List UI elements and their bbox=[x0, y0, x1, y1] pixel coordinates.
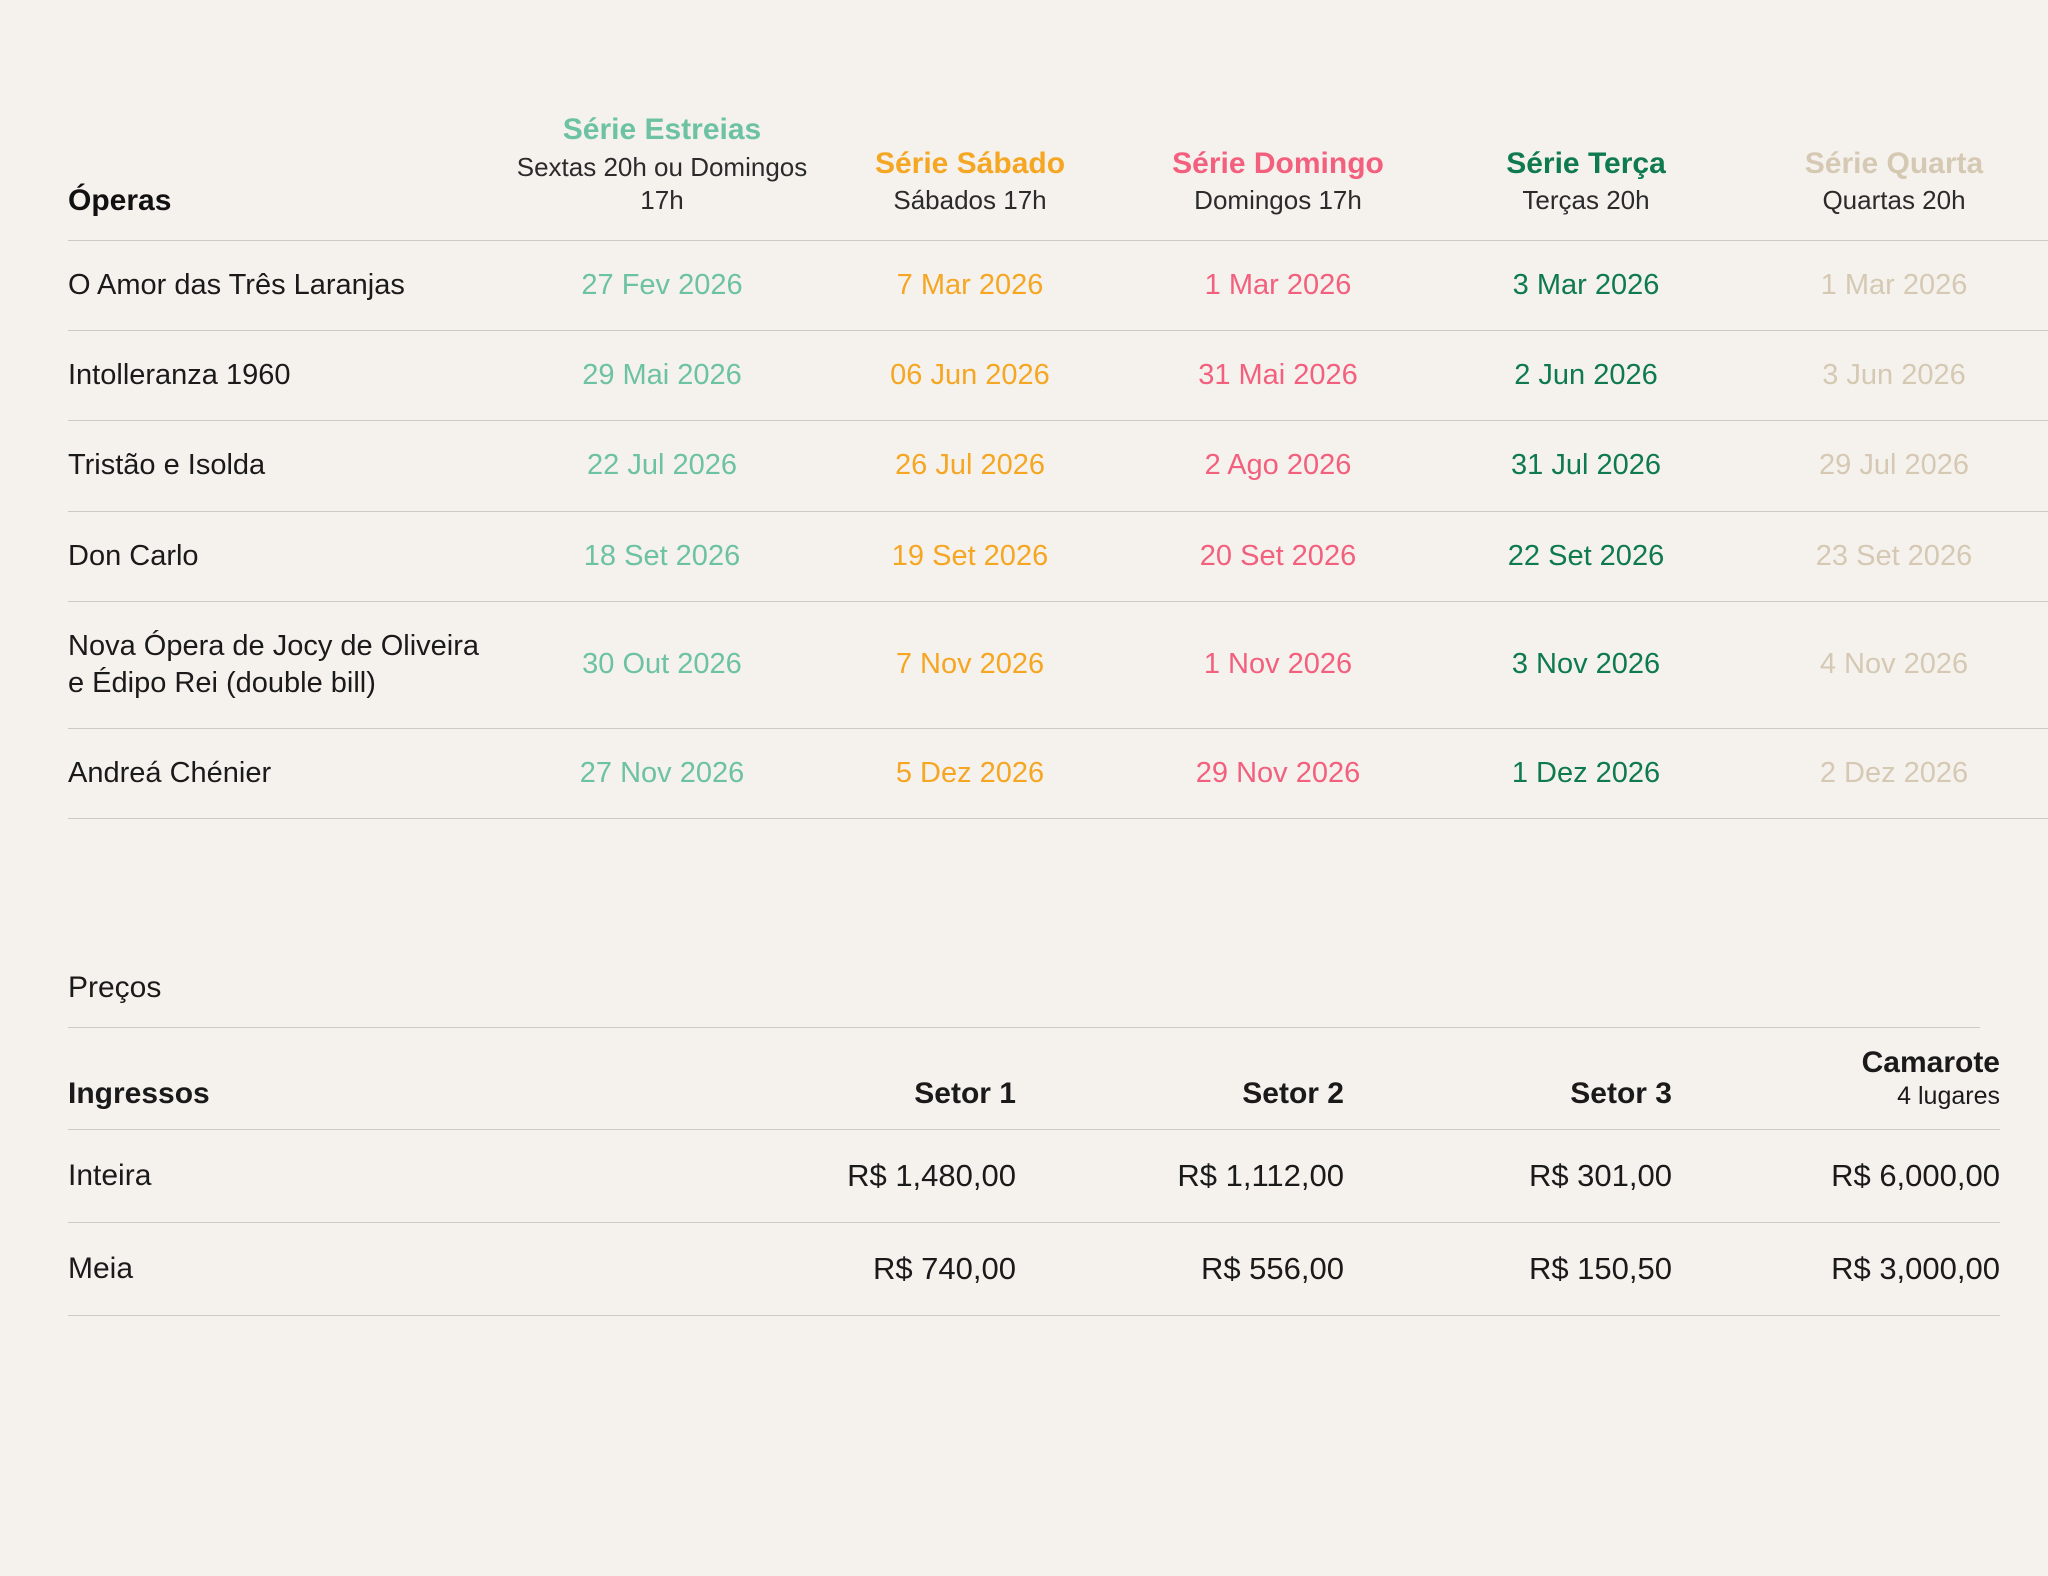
opera-title: Don Carlo bbox=[68, 539, 199, 572]
series-subtitle-estreias: Sextas 20h ou Domingos 17h bbox=[516, 151, 808, 216]
opera-title: Intolleranza 1960 bbox=[68, 359, 291, 392]
operas-column-header: Óperas bbox=[68, 184, 172, 218]
price-setor-2: R$ 556,00 bbox=[1200, 1250, 1344, 1286]
camarote-label: Camarote bbox=[1861, 1045, 2000, 1079]
opera-date-sabado: 7 Mar 2026 bbox=[896, 269, 1044, 302]
tickets-column-header: Ingressos bbox=[68, 1076, 210, 1110]
series-title-quarta: Série Quarta bbox=[1804, 146, 1984, 180]
opera-date-terca: 22 Set 2026 bbox=[1507, 539, 1665, 572]
operas-table-head bbox=[68, 112, 2048, 241]
series-subtitle-quarta: Quartas 20h bbox=[1822, 185, 1966, 216]
opera-date-terca: 3 Nov 2026 bbox=[1511, 648, 1661, 681]
opera-date-sabado: 06 Jun 2026 bbox=[890, 359, 1050, 392]
opera-date-quarta: 4 Nov 2026 bbox=[1819, 648, 1969, 681]
series-header-domingo bbox=[1124, 112, 1432, 241]
opera-title: O Amor das Três Laranjas bbox=[68, 269, 405, 302]
price-column-header-setor-3: Setor 3 bbox=[1570, 1076, 1672, 1110]
opera-date-domingo: 31 Mai 2026 bbox=[1198, 359, 1358, 392]
opera-date-quarta: 3 Jun 2026 bbox=[1822, 359, 1966, 392]
price-setor-3: R$ 150,50 bbox=[1528, 1250, 1672, 1286]
series-subtitle-terca: Terças 20h bbox=[1522, 185, 1650, 216]
price-camarote: R$ 6,000,00 bbox=[1831, 1157, 2000, 1193]
opera-date-estreias: 30 Out 2026 bbox=[582, 648, 742, 681]
price-setor-1: R$ 1,480,00 bbox=[847, 1157, 1016, 1193]
price-setor-1: R$ 740,00 bbox=[872, 1250, 1016, 1286]
table-row bbox=[68, 241, 2048, 331]
opera-date-terca: 1 Dez 2026 bbox=[1511, 756, 1661, 789]
series-header-terca bbox=[1432, 112, 1740, 241]
price-column-header-setor-1: Setor 1 bbox=[914, 1076, 1016, 1110]
opera-title: Nova Ópera de Jocy de Oliveira e Édipo Rei (double bill) bbox=[68, 629, 480, 699]
ticket-type-label: Meia bbox=[68, 1251, 134, 1285]
opera-date-domingo: 2 Ago 2026 bbox=[1204, 449, 1352, 482]
table-row bbox=[68, 421, 2048, 511]
opera-date-estreias: 27 Nov 2026 bbox=[579, 756, 745, 789]
opera-date-domingo: 1 Nov 2026 bbox=[1203, 648, 1353, 681]
series-header-estreias bbox=[508, 112, 816, 241]
price-setor-2: R$ 1,112,00 bbox=[1177, 1157, 1344, 1193]
price-camarote: R$ 3,000,00 bbox=[1831, 1250, 2000, 1286]
opera-date-terca: 3 Mar 2026 bbox=[1512, 269, 1660, 302]
prices-header-row bbox=[68, 1028, 2000, 1130]
series-title-terca: Série Terça bbox=[1506, 146, 1666, 180]
opera-date-terca: 31 Jul 2026 bbox=[1511, 449, 1661, 482]
opera-date-domingo: 1 Mar 2026 bbox=[1204, 269, 1352, 302]
opera-date-sabado: 5 Dez 2026 bbox=[895, 756, 1045, 789]
opera-date-sabado: 26 Jul 2026 bbox=[895, 449, 1045, 482]
operas-schedule-table bbox=[68, 112, 2048, 819]
opera-title: Andreá Chénier bbox=[68, 756, 272, 789]
opera-date-domingo: 29 Nov 2026 bbox=[1195, 756, 1361, 789]
prices-table-body bbox=[68, 1129, 2000, 1315]
table-row bbox=[68, 601, 2048, 728]
opera-date-estreias: 27 Fev 2026 bbox=[581, 269, 743, 302]
opera-date-sabado: 7 Nov 2026 bbox=[895, 648, 1045, 681]
opera-date-estreias: 18 Set 2026 bbox=[583, 539, 741, 572]
table-row bbox=[68, 331, 2048, 421]
price-setor-3: R$ 301,00 bbox=[1528, 1157, 1672, 1193]
opera-date-domingo: 20 Set 2026 bbox=[1199, 539, 1357, 572]
table-row bbox=[68, 1129, 2000, 1222]
series-subtitle-sabado: Sábados 17h bbox=[893, 185, 1047, 216]
series-header-sabado bbox=[816, 112, 1124, 241]
series-subtitle-domingo: Domingos 17h bbox=[1194, 185, 1362, 216]
opera-date-estreias: 29 Mai 2026 bbox=[582, 359, 742, 392]
prices-table bbox=[68, 1028, 2000, 1316]
series-header-quarta bbox=[1740, 112, 2048, 241]
camarote-sublabel: 4 lugares bbox=[1897, 1081, 2000, 1110]
price-column-header-setor-2: Setor 2 bbox=[1242, 1076, 1344, 1110]
series-title-domingo: Série Domingo bbox=[1172, 146, 1384, 180]
price-column-header-camarote bbox=[1672, 1028, 2000, 1130]
prices-table-head bbox=[68, 1028, 2000, 1130]
operas-table-body bbox=[68, 241, 2048, 819]
opera-title: Tristão e Isolda bbox=[68, 449, 266, 482]
series-title-sabado: Série Sábado bbox=[874, 146, 1066, 180]
precos-section-title: Preços bbox=[68, 971, 1980, 1028]
price-and-schedule-page bbox=[0, 112, 2048, 1576]
opera-date-quarta: 23 Set 2026 bbox=[1815, 539, 1973, 572]
opera-date-estreias: 22 Jul 2026 bbox=[587, 449, 737, 482]
table-row bbox=[68, 728, 2048, 818]
opera-date-sabado: 19 Set 2026 bbox=[891, 539, 1049, 572]
opera-date-quarta: 1 Mar 2026 bbox=[1820, 269, 1968, 302]
series-title-estreias: Série Estreias bbox=[562, 113, 762, 146]
operas-header-row bbox=[68, 112, 2048, 241]
opera-date-terca: 2 Jun 2026 bbox=[1514, 359, 1658, 392]
ticket-type-label: Inteira bbox=[68, 1158, 152, 1192]
opera-date-quarta: 29 Jul 2026 bbox=[1819, 449, 1969, 482]
table-row bbox=[68, 1222, 2000, 1315]
table-row bbox=[68, 511, 2048, 601]
opera-date-quarta: 2 Dez 2026 bbox=[1819, 756, 1969, 789]
